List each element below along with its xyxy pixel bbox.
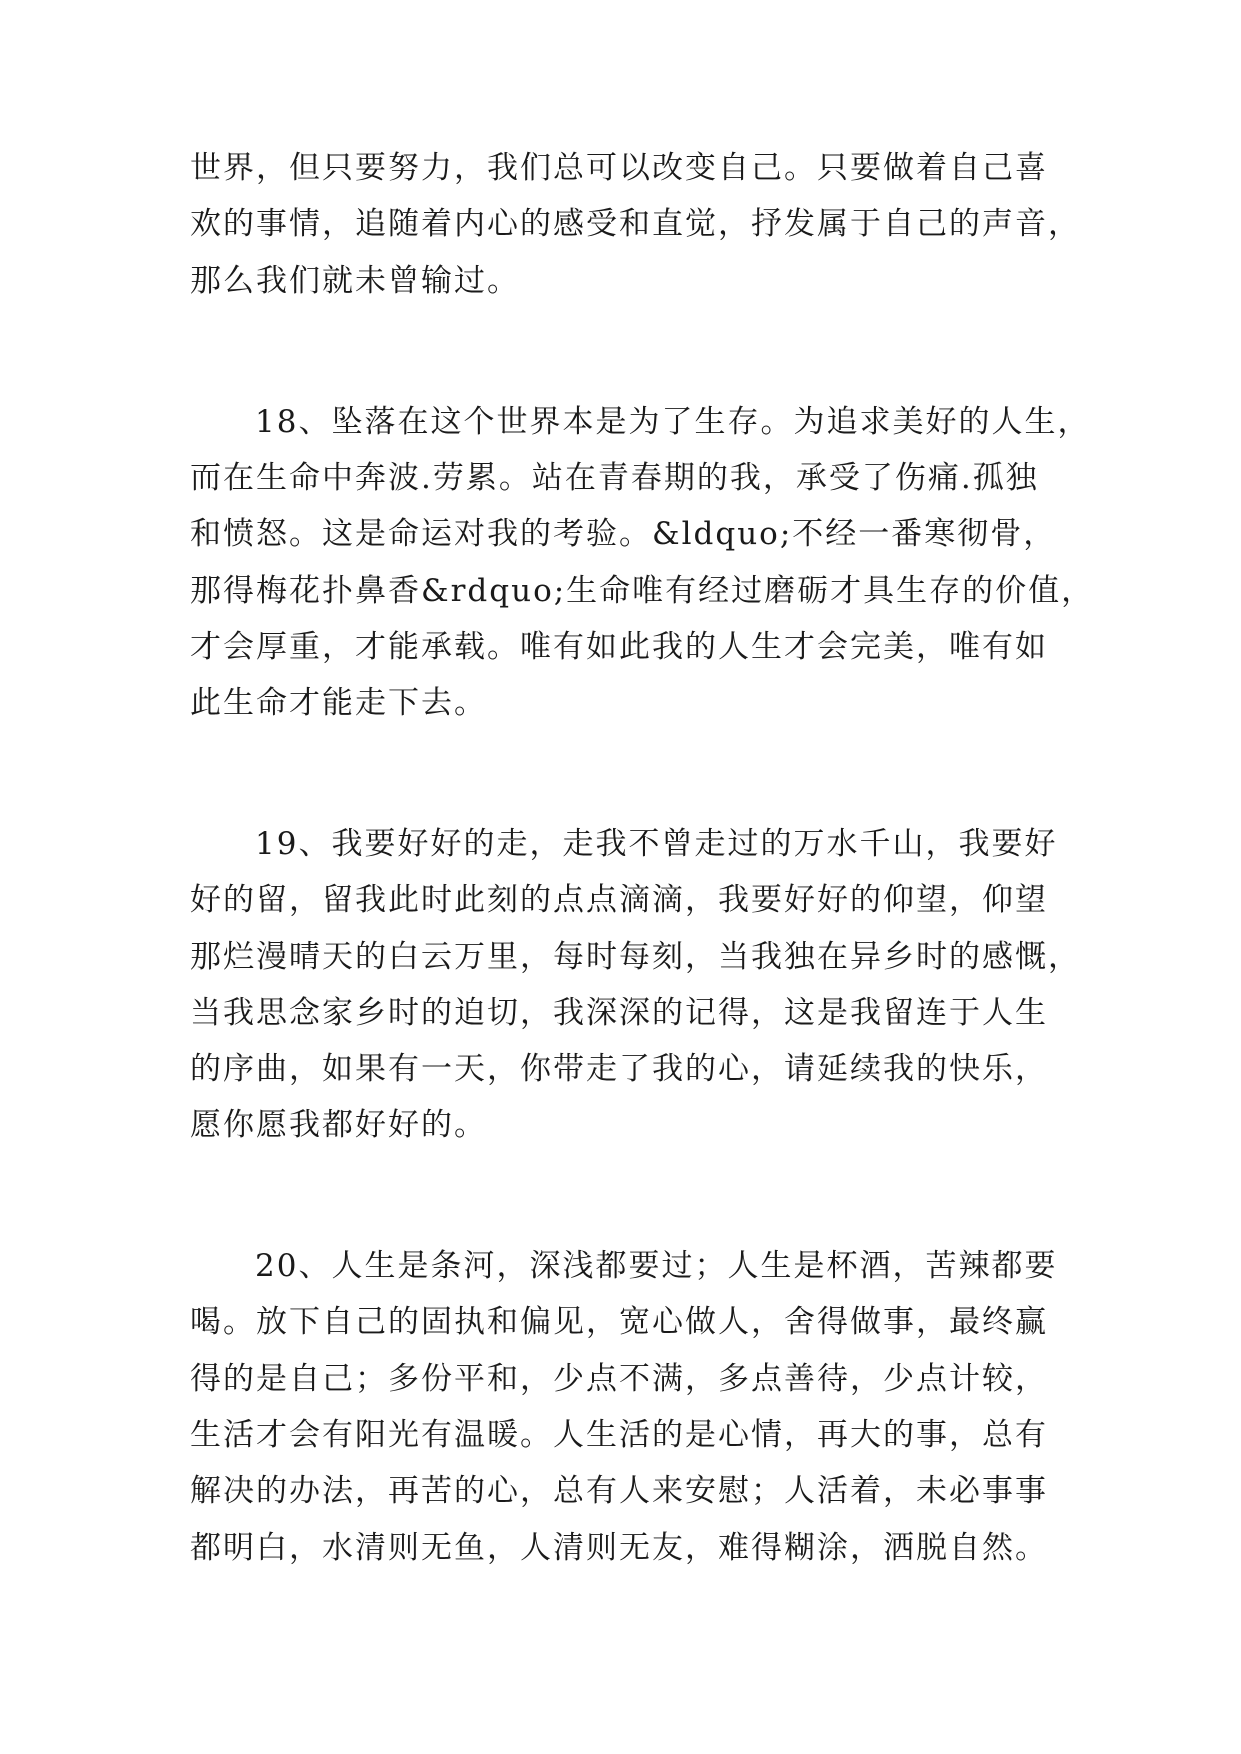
paragraph-18-line-4: 那得梅花扑鼻香&rdquo;生命唯有经过磨砺才具生存的价值， [190,573,1095,609]
paragraph-20-line-3: 得的是自己；多份平和，少点不满，多点善待，少点计较， [190,1361,1048,1397]
paragraph-20-line-2: 喝。放下自己的固执和偏见，宽心做人，舍得做事，最终赢 [190,1304,1048,1340]
paragraph-19-line-6: 愿你愿我都好好的。 [190,1107,487,1143]
paragraph-18-line-5: 才会厚重，才能承载。唯有如此我的人生才会完美，唯有如 [190,629,1048,665]
paragraph-20-line-1: 20、人生是条河，深浅都要过；人生是杯酒，苦辣都要 [255,1248,1058,1284]
paragraph-19-line-1: 19、我要好好的走，走我不曾走过的万水千山，我要好 [255,826,1058,862]
paragraph-18-line-1: 18、坠落在这个世界本是为了生存。为追求美好的人生， [255,404,1091,440]
paragraph-20-line-5: 解决的办法，再苦的心，总有人来安慰；人活着，未必事事 [190,1473,1048,1509]
paragraph-19-line-5: 的序曲，如果有一天，你带走了我的心，请延续我的快乐， [190,1051,1048,1087]
paragraph-1-line-1: 世界，但只要努力，我们总可以改变自己。只要做着自己喜 [190,150,1048,186]
paragraph-19-line-4: 当我思念家乡时的迫切，我深深的记得，这是我留连于人生 [190,995,1048,1031]
paragraph-1-line-3: 那么我们就未曾输过。 [190,263,520,299]
paragraph-19-line-3: 那烂漫晴天的白云万里，每时每刻，当我独在异乡时的感慨， [190,939,1081,975]
paragraph-20-line-4: 生活才会有阳光有温暖。人生活的是心情，再大的事，总有 [190,1417,1048,1453]
paragraph-1-line-2: 欢的事情，追随着内心的感受和直觉，抒发属于自己的声音， [190,206,1081,242]
paragraph-18-line-3: 和愤怒。这是命运对我的考验。&ldquo;不经一番寒彻骨， [190,516,1057,552]
paragraph-18-line-6: 此生命才能走下去。 [190,685,487,721]
paragraph-19-line-2: 好的留，留我此时此刻的点点滴滴，我要好好的仰望，仰望 [190,882,1048,918]
paragraph-20-line-6: 都明白，水清则无鱼，人清则无友，难得糊涂，洒脱自然。 [190,1530,1048,1566]
paragraph-18-line-2: 而在生命中奔波.劳累。站在青春期的我，承受了伤痛.孤独 [190,460,1039,496]
